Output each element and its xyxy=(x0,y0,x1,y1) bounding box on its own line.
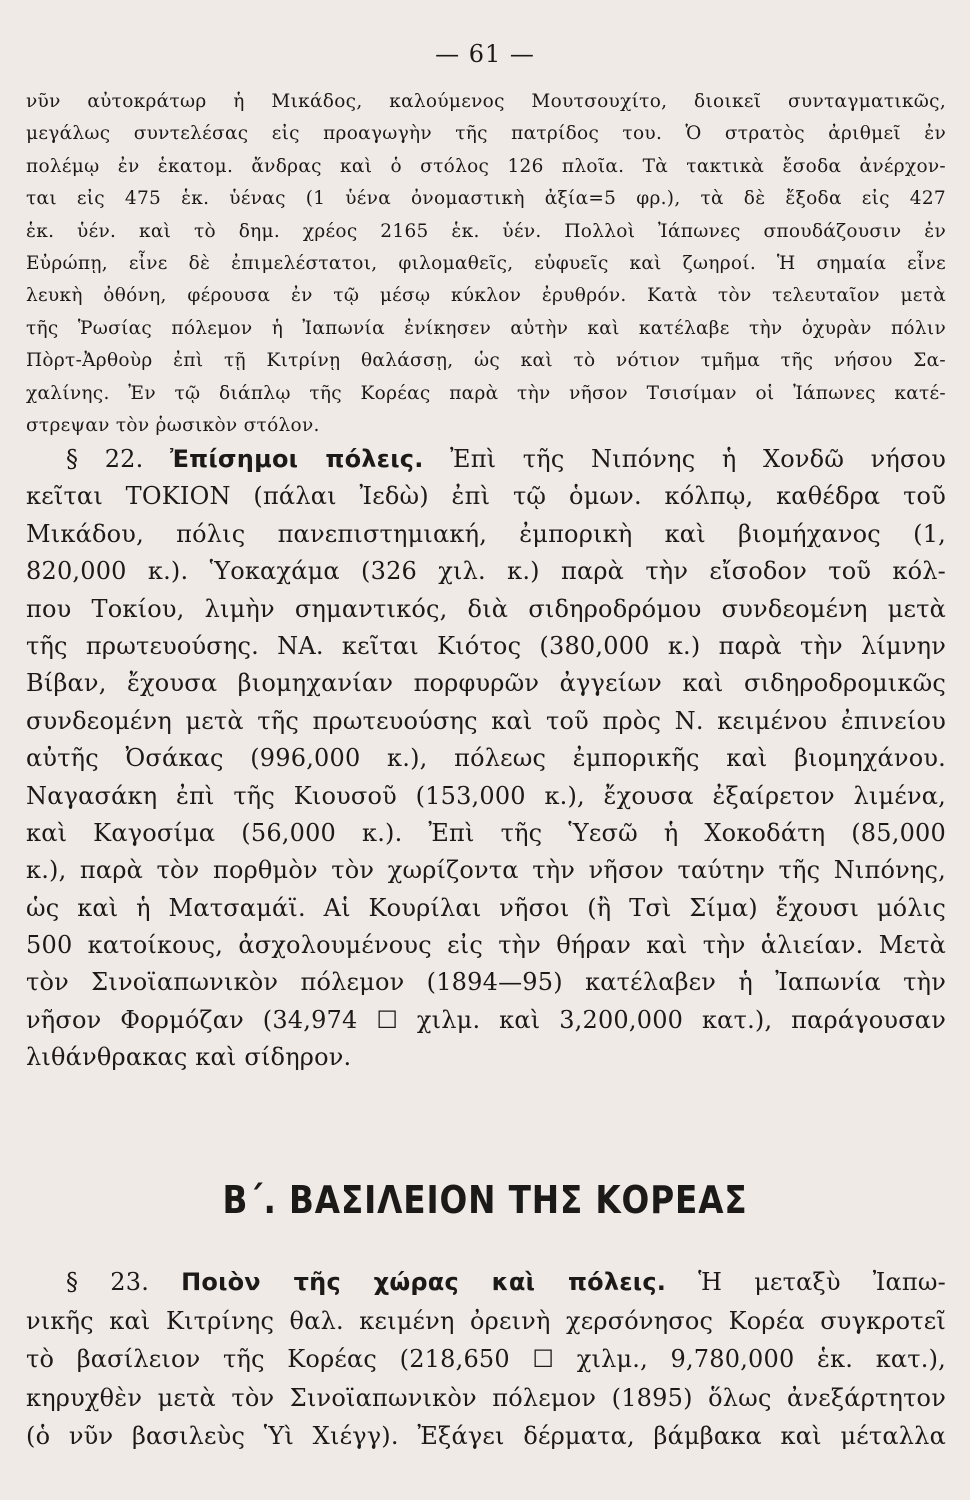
paragraph-japan-government xyxy=(26,86,946,442)
text-line: χαλίνης. Ἐν τῷ διάπλῳ τῆς Κορέας παρὰ τὴν νῆσον Τσισίμαν οἱ Ἰάπωνες κατέ- xyxy=(26,382,946,404)
text-line: (ὁ νῦν βασιλεὺς Ὑὶ Χιέγγ). Ἐξάγει δέρματα, βάμβακα καὶ μέταλλα xyxy=(26,1422,946,1451)
text-line: 820,000 κ.). Ὑοκαχάμα (326 χιλ. κ.) παρὰ τὴν εἴσοδον τοῦ κόλ- xyxy=(26,557,946,586)
text-line: Εὐρώπῃ, εἶνε δὲ ἐπιμελέστατοι, φιλομαθεῖς, εὐφυεῖς καὶ ζωηροί. Ἡ σημαία εἶνε xyxy=(26,252,946,274)
text-line: Βίβαν, ἔχουσα βιομηχανίαν πορφυρῶν ἀγγείων καὶ σιδηροδρομικῶς xyxy=(26,669,946,698)
text-line: πολέμῳ ἐν ἑκατομ. ἄνδρας καὶ ὁ στόλος 126 πλοῖα. Τὰ τακτικὰ ἔσοδα ἀνέρχον- xyxy=(26,155,946,177)
text-line: κ.), παρὰ τὸν πορθμὸν τὸν χωρίζοντα τὴν νῆσον ταύτην τῆς Νιπόνης, xyxy=(26,856,946,885)
text-line: μεγάλως συντελέσας εἰς προαγωγὴν τῆς πατρίδος του. Ὁ στρατὸς ἀριθμεῖ ἐν xyxy=(26,123,946,145)
text-line: τῆς πρωτευούσης. ΝΑ. κεῖται Κιότος (380,000 κ.) παρὰ τὴν λίμνην xyxy=(26,631,946,660)
text-line: λευκὴ ὀθόνη, φέρουσα ἐν τῷ μέσῳ κύκλον ἐρυθρόν. Κατὰ τὸν τελευταῖον μετὰ xyxy=(26,285,946,307)
text-line: Ἡ μεταξὺ Ἰαπω- xyxy=(698,1268,946,1296)
section-22-title: Ἐπίσημοι πόλεις. xyxy=(169,445,424,473)
text-line: καὶ Καγοσίμα (56,000 κ.). Ἐπὶ τῆς Ὑεσῶ ἡ Χοκοδάτη (85,000 xyxy=(26,818,946,847)
section-22-cities xyxy=(26,441,946,1077)
section-23-number: § 23. xyxy=(66,1268,150,1296)
text-line: στρεψαν τὸν ῥωσικὸν στόλον. xyxy=(26,414,320,436)
section-22-first-line xyxy=(26,441,946,478)
text-line: Ναγασάκη ἐπὶ τῆς Κιουσοῦ (153,000 κ.), ἔχουσα ἐξαίρετον λιμένα, xyxy=(26,781,946,810)
text-line: συνδεομένη μετὰ τῆς πρωτευούσης καὶ τοῦ πρὸς Ν. κειμένου ἐπινείου xyxy=(26,706,946,735)
text-line: ἑκ. ὑέν. καὶ τὸ δημ. χρέος 2165 ἑκ. ὑέν. Πολλοὶ Ἰάπωνες σπουδάζουσιν ἐν xyxy=(26,220,946,242)
text-line: αὐτῆς Ὀσάκας (996,000 κ.), πόλεως ἐμπορικῆς καὶ βιομηχάνου. xyxy=(26,744,946,773)
text-line: κηρυχθὲν μετὰ τὸν Σινοϊαπωνικὸν πόλεμον (1895) ὅλως ἀνεξάρτητον xyxy=(26,1383,946,1412)
text-line: τῆς Ῥωσίας πόλεμον ἡ Ἰαπωνία ἐνίκησεν αὐτὴν καὶ κατέλαβε τὴν ὀχυρὰν πόλιν xyxy=(26,317,946,339)
text-line: ὡς καὶ ἡ Ματσαμάϊ. Αἱ Κουρίλαι νῆσοι (ἢ Τσὶ Σίμα) ἔχουσι μόλις xyxy=(26,893,946,922)
text-line: τὸν Σινοϊαπωνικὸν πόλεμον (1894—95) κατέλαβεν ἡ Ἰαπωνία τὴν xyxy=(26,968,946,997)
text-line: κεῖται ΤΟΚΙΟΝ (πάλαι Ἰεδὼ) ἐπὶ τῷ ὁμων. κόλπῳ, καθέδρα τοῦ xyxy=(26,482,946,511)
text-line: νῆσον Φορμόζαν (34,974 ☐ χιλμ. καὶ 3,200,000 κατ.), παράγουσαν xyxy=(26,1005,946,1034)
text-line: που Τοκίου, λιμὴν σημαντικός, διὰ σιδηροδρόμου συνδεομένη μετὰ xyxy=(26,594,946,623)
page-number: — 61 — xyxy=(435,40,535,68)
text-line: Μικάδου, πόλις πανεπιστημιακή, ἐμπορικὴ καὶ βιομήχανος (1, xyxy=(26,519,946,548)
section-23-title: Ποιὸν τῆς χώρας καὶ πόλεις. xyxy=(181,1268,667,1296)
text-line: Ἐπὶ τῆς Νιπόνης ἡ Χονδῶ νήσου xyxy=(450,445,946,473)
chapter-heading-korea: Β΄. ΒΑΣΙΛΕΙΟΝ ΤΗΣ ΚΟΡΕΑΣ xyxy=(222,1178,748,1222)
section-22-number: § 22. xyxy=(66,445,144,473)
text-line: τὸ βασίλειον τῆς Κορέας (218,650 ☐ χιλμ., 9,780,000 ἑκ. κατ.), xyxy=(26,1345,946,1374)
text-line: νῦν αὐτοκράτωρ ἡ Μικάδος, καλούμενος Μουτσουχίτο, διοικεῖ συνταγματικῶς, xyxy=(26,91,946,112)
text-line: ται εἰς 475 ἑκ. ὑένας (1 ὑένα ὀνομαστικὴ ἀξία=5 φρ.), τὰ δὲ ἔξοδα εἰς 427 xyxy=(26,188,946,210)
text-line: Πὸρτ-Ἀρθοὺρ ἐπὶ τῇ Κιτρίνῃ θαλάσσῃ, ὡς καὶ τὸ νότιον τμῆμα τῆς νήσου Σα- xyxy=(26,350,946,372)
section-23-first-line xyxy=(26,1263,946,1302)
text-line: νικῆς καὶ Κιτρίνης θαλ. κειμένη ὀρεινὴ χερσόνησος Κορέα συγκροτεῖ xyxy=(26,1306,946,1335)
text-line: λιθάνθρακας καὶ σίδηρον. xyxy=(26,1043,352,1072)
text-line: 500 κατοίκους, ἀσχολουμένους εἰς τὴν θήραν καὶ τὴν ἁλιείαν. Μετὰ xyxy=(26,931,946,960)
section-23-korea xyxy=(26,1263,946,1456)
